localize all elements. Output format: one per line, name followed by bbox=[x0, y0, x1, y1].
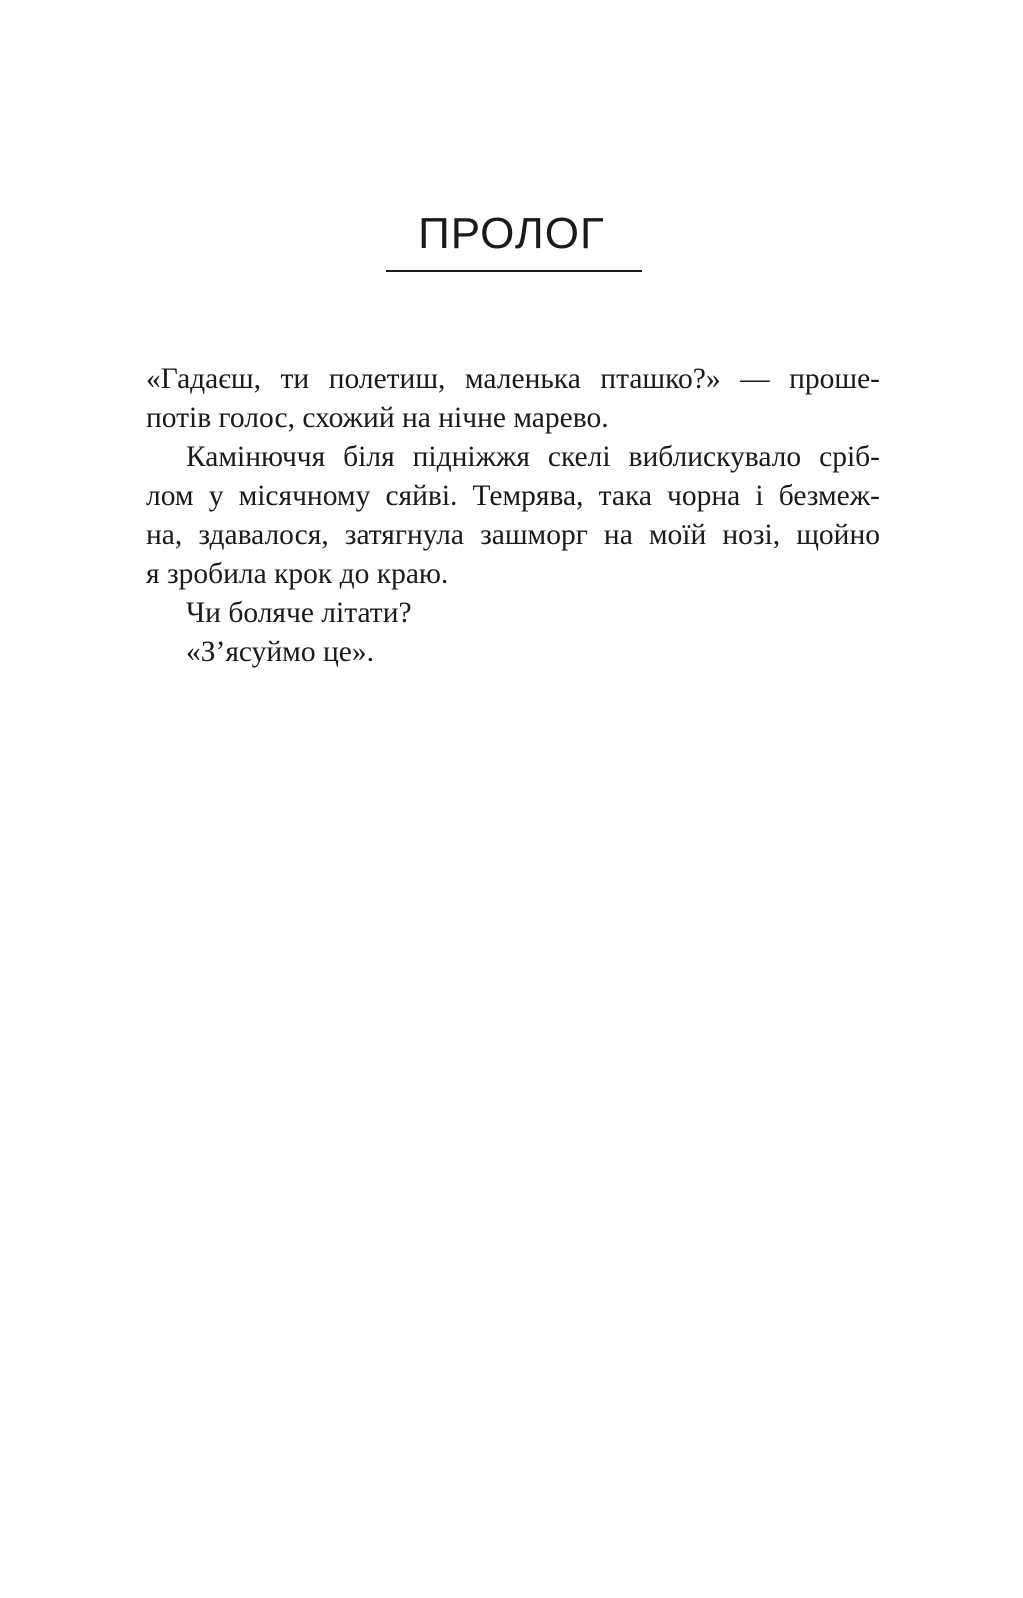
text-line: «Гадаєш, ти полетиш, маленька пташко?» — проше- bbox=[146, 363, 880, 395]
text-line: я зробила крок до краю. bbox=[146, 558, 449, 590]
text-line: Камінюччя біля підніжжя скелі виблискувало сріб- bbox=[186, 441, 880, 473]
title-underline bbox=[386, 270, 642, 272]
text-line: на, здавалося, затягнула зашморг на моїй нозі, щойно bbox=[146, 519, 880, 551]
text-line: Чи боляче літати? bbox=[186, 597, 412, 629]
text-line: «З’ясуймо це». bbox=[186, 636, 374, 668]
body-text bbox=[146, 360, 880, 672]
text-line: лом у місячному сяйві. Темрява, така чорна і безмеж- bbox=[146, 480, 880, 512]
text-line: потів голос, схожий на нічне марево. bbox=[146, 402, 609, 434]
chapter-title: ПРОЛОГ bbox=[418, 209, 605, 258]
